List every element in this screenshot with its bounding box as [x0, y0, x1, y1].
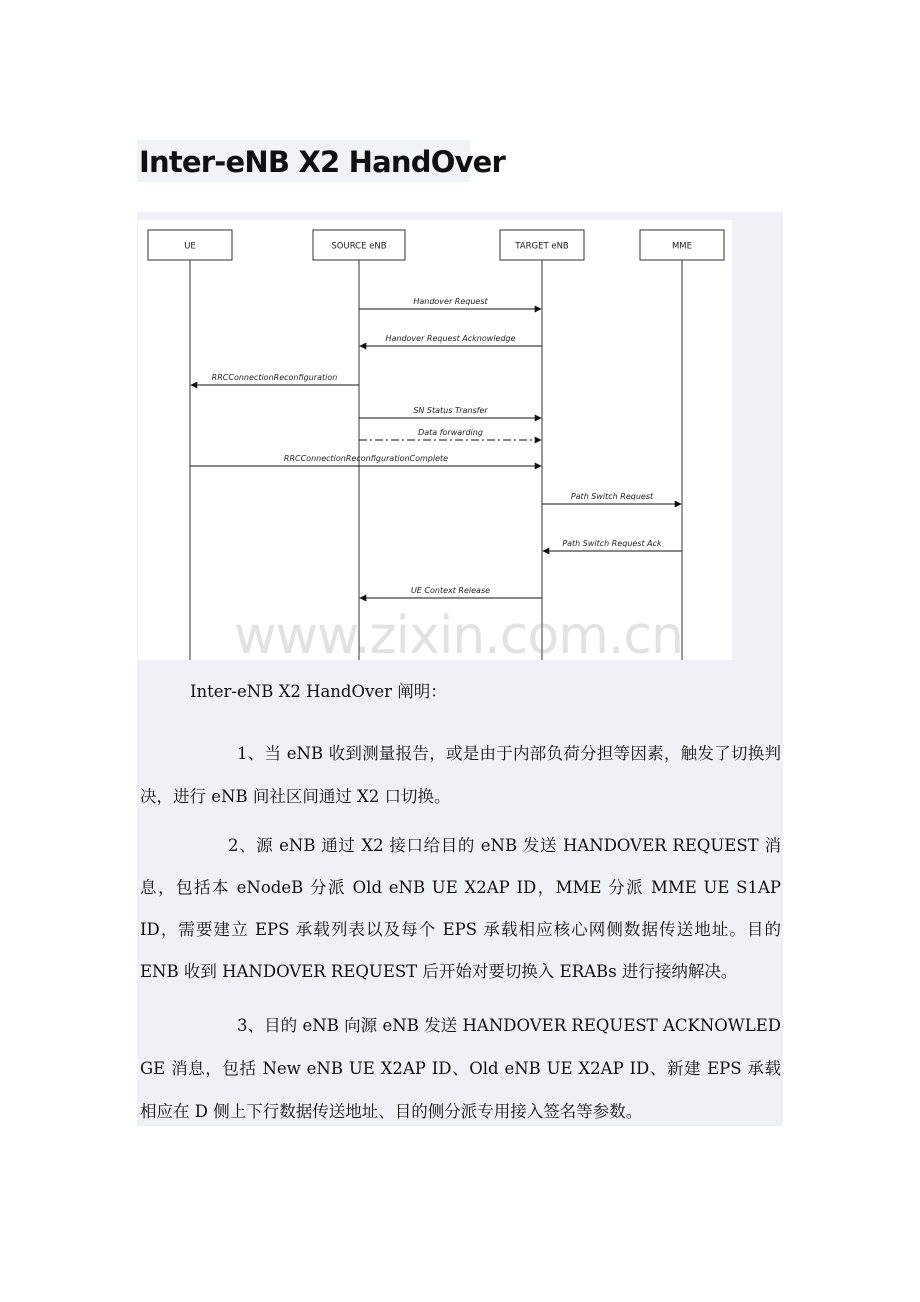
message-label-1: Handover Request Acknowledge — [385, 334, 516, 343]
entity-label-0: UE — [184, 241, 196, 252]
message-label-5: RRCConnectionReconfigurationComplete — [283, 454, 449, 463]
message-label-6: Path Switch Request — [570, 492, 654, 501]
message-label-8: UE Context Release — [410, 586, 491, 595]
explanation-heading: Inter-eNB X2 HandOver 阐明： — [190, 682, 447, 701]
message-label-4: Data forwarding — [418, 428, 483, 437]
entity-label-1: SOURCE eNB — [331, 241, 387, 252]
sequence-diagram-svg — [138, 220, 732, 660]
paragraph-2: 2、源 eNB 通过 X2 接口给目的 eNB 发送 HANDOVER REQUEST 消息，包括本 eNodeB 分派 Old eNB UE X2AP ID，MME 分派 MME UE S1AP ID，需要建立 EPS 承载列表以及每个 EPS 承载相应核心网侧数据传送地址。目的 ENB 收到 HANDOVER REQUEST 后开始对要切换入 ERABs 进行接纳解决。 — [140, 836, 781, 981]
entity-label-3: MME — [671, 241, 693, 252]
watermark: www.zixin.com.cn — [234, 606, 683, 666]
message-label-7: Path Switch Request Ack — [562, 539, 662, 548]
message-label-0: Handover Request — [413, 297, 488, 306]
message-label-2: RRCConnectionReconfiguration — [211, 373, 338, 382]
message-label-3: SN Status Transfer — [413, 406, 488, 415]
paragraph-1: 1、当 eNB 收到测量报告，或是由于内部负荷分担等因素，触发了切换判决，进行 eNB 间社区间通过 X2 口切换。 — [140, 744, 781, 806]
paragraph-3: 3、目的 eNB 向源 eNB 发送 HANDOVER REQUEST ACKNOWLEDGE 消息，包括 New eNB UE X2AP ID、Old eNB UE X2AP ID、新建 EPS 承载相应在 D 侧上下行数据传送地址、目的侧分派专用接入签名等参数。 — [140, 1016, 781, 1121]
page-title: Inter-eNB X2 HandOver — [139, 145, 506, 179]
sequence-diagram — [138, 220, 732, 660]
entity-label-2: TARGET eNB — [515, 241, 569, 252]
